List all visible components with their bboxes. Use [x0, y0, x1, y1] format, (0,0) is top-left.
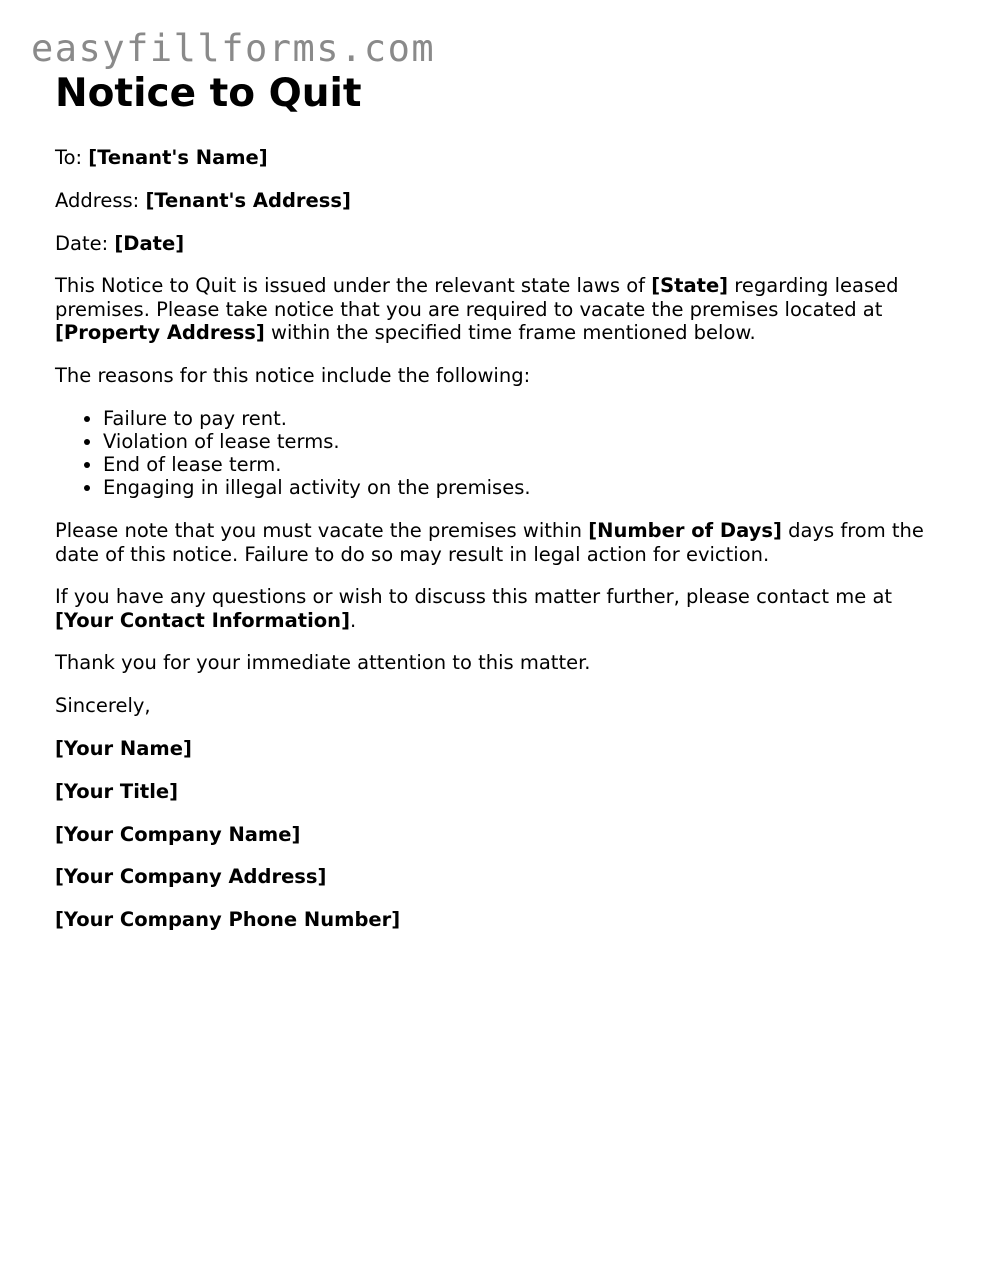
property-address-placeholder: [Property Address]: [55, 320, 265, 344]
company-address-placeholder: [Your Company Address]: [55, 865, 327, 889]
signature-company-name: [55, 823, 935, 846]
vacate-paragraph: [55, 519, 935, 566]
intro-text-3: within the specified time frame mentioned below.: [264, 320, 756, 344]
company-name-placeholder: [Your Company Name]: [55, 822, 301, 846]
tenant-name-placeholder: [Tenant's Name]: [88, 146, 268, 169]
to-label: To:: [55, 146, 89, 169]
contact-text-1: If you have any questions or wish to discuss this matter further, please contact me at: [55, 585, 893, 609]
reasons-list: [55, 407, 935, 500]
reasons-intro: The reasons for this notice include the following:: [55, 363, 531, 387]
tenant-address-placeholder: [Tenant's Address]: [145, 188, 351, 212]
contact-text-2: .: [349, 608, 357, 632]
document-page: [55, 72, 935, 951]
list-item: • Engaging in illegal activity on the premises.: [103, 476, 935, 499]
page-title: Notice to Quit: [55, 71, 362, 116]
list-item: • End of lease term.: [103, 453, 935, 476]
intro-text-2: regarding leased premises. Please take notice that you are required to vacate the premises located at: [55, 274, 899, 321]
vacate-text-2: days from the date of this notice. Failure to do so may result in legal action for eviction.: [55, 519, 924, 566]
company-phone-placeholder: [Your Company Phone Number]: [55, 908, 401, 932]
date-label: Date:: [55, 231, 115, 255]
thanks-line: Thank you for your immediate attention to this matter.: [55, 651, 591, 675]
to-line: [55, 146, 935, 169]
contact-paragraph: [55, 585, 935, 632]
signature-company-phone: [55, 908, 935, 931]
watermark-text: easyfillforms.com: [31, 27, 436, 70]
state-placeholder: [State]: [651, 274, 729, 298]
vacate-text-1: Please note that you must vacate the premises within: [55, 519, 589, 543]
signature-name: [55, 737, 935, 760]
signature-company-address: [55, 865, 935, 888]
intro-paragraph: [55, 274, 935, 344]
list-item: • Failure to pay rent.: [103, 407, 935, 430]
address-label: Address:: [55, 188, 146, 212]
contact-info-placeholder: [Your Contact Information]: [55, 608, 350, 632]
your-title-placeholder: [Your Title]: [55, 779, 179, 803]
address-line: [55, 189, 935, 212]
intro-text-1: This Notice to Quit is issued under the relevant state laws of: [55, 274, 652, 298]
number-of-days-placeholder: [Number of Days]: [588, 519, 782, 543]
your-name-placeholder: [Your Name]: [55, 737, 192, 761]
closing-line: Sincerely,: [55, 694, 151, 718]
date-line: [55, 232, 935, 255]
list-item: • Violation of lease terms.: [103, 430, 935, 453]
signature-title: [55, 780, 935, 803]
date-placeholder: [Date]: [114, 231, 185, 255]
